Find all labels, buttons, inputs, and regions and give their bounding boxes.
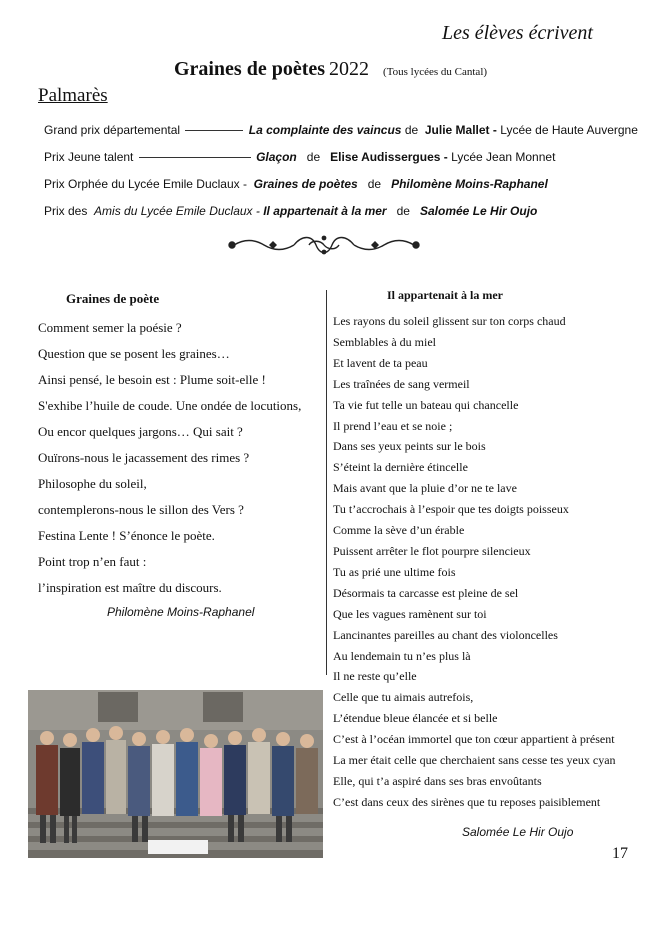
poem-line: Ou encor quelques jargons… Qui sait ? [38,424,243,439]
award-de: de [404,123,419,137]
award-work: Glaçon [256,150,297,164]
poem-line: Ta vie fut telle un bateau qui chancelle [333,397,519,412]
poem-line: S'exhibe l’huile de coude. Une ondée de locutions, [38,398,302,413]
column-divider [326,290,327,675]
award-author: Julie Mallet - [424,123,497,137]
poem-line: Tu t’accrochais à l’espoir que tes doigts poisseux [333,502,569,517]
award-prize: Prix Orphée du Lycée Emile Duclaux - [44,177,247,191]
poem-line: L’étendue bleue élancée et si belle [333,711,498,726]
page-title [0,58,661,81]
poem-line: C’est à l’océan immortel que ton cœur appartient à présent [333,732,615,747]
award-item [44,122,644,149]
poem-line: Dans ses yeux peints sur le bois [333,439,486,454]
poem-line: Il ne reste qu’elle [333,669,417,684]
poem-line: contemplerons-nous le sillon des Vers ? [38,502,244,517]
poem-title: Graines de poète [66,291,160,306]
group-photo [28,690,323,858]
award-prize: Prix Jeune talent [44,150,134,164]
poem-line: Point trop n’en faut : [38,554,147,569]
poem-line: Semblables à du miel [333,334,436,349]
award-prize: Prix des [44,204,88,218]
poem-line: Et lavent de ta peau [333,355,428,370]
poem-line: Lancinantes pareilles au chant des violoncelles [333,627,558,642]
poem-line: Philosophe du soleil, [38,476,147,491]
award-work: Il appartenait à la mer [263,204,387,218]
poem-line: l’inspiration est maître du discours. [38,580,222,595]
title-main: Graines de poètes [173,58,326,80]
award-author: Philomène Moins-Raphanel [391,177,548,191]
section-header: Les élèves écrivent [441,22,593,44]
award-de: de [396,204,410,218]
poem-line: Que les vagues ramènent sur toi [333,606,487,621]
awards-list [44,122,644,230]
poem-line: Ainsi pensé, le besoin est : Plume soit-elle ! [38,372,266,387]
award-work: La complainte des vaincus [248,123,402,137]
award-item [44,149,644,176]
ornament-divider-icon [224,232,424,258]
poem-author: Salomée Le Hir Oujo [462,825,574,839]
leader-line [185,130,243,131]
poem-line: Question que se posent les graines… [38,346,230,361]
poem-line: Désormais ta carcasse est pleine de sel [333,585,519,600]
award-school: Lycée de Haute Auvergne [500,123,638,137]
poem-line: Les rayons du soleil glissent sur ton corps chaud [333,314,566,328]
award-prize: Grand prix départemental [44,123,181,137]
award-school: Lycée Jean Monnet [451,150,556,164]
poem-line: Mais avant que la pluie d’or ne te lave [333,481,517,496]
group-photo-image-icon [28,690,323,858]
award-de: de [306,150,321,164]
poem-left [38,291,323,601]
award-prize-italic: Amis du Lycée Emile Duclaux - [94,204,260,218]
award-work: Graines de poètes [253,177,358,191]
award-author: Elise Audissergues - [330,150,448,164]
award-author: Salomée Le Hir Oujo [420,204,538,218]
award-item [44,203,644,230]
poem-line: Il prend l’eau et se noie ; [333,418,453,433]
poem-line: Festina Lente ! S’énonce le poète. [38,528,215,543]
poem-line: Comment semer la poésie ? [38,320,182,335]
poem-line: Tu as prié une ultime fois [333,564,456,579]
poem-right [333,288,643,813]
award-item [44,176,644,203]
poem-line: Puissent arrêter le flot pourpre silencieux [333,543,531,558]
poem-author: Philomène Moins-Raphanel [107,605,255,619]
award-de: de [367,177,382,191]
title-year: 2022 [329,58,370,80]
leader-line [139,157,251,158]
poem-line: Elle, qui t’a aspiré dans ses bras envoûtants [333,773,542,788]
poem-line: Les traînées de sang vermeil [333,376,470,391]
page-number: 17 [612,845,628,862]
poem-line: Comme la sève d’un érable [333,523,465,538]
title-note: (Tous lycées du Cantal) [383,66,488,78]
poem-title: Il appartenait à la mer [387,288,503,302]
poem-line: Celle que tu aimais autrefois, [333,690,474,705]
poem-line: S’éteint la dernière étincelle [333,460,468,475]
palmares-heading: Palmarès [38,85,108,106]
poem-line: La mer était celle que cherchaient sans cesse tes yeux cyan [333,753,616,768]
poem-line: C’est dans ceux des sirènes que tu reposes paisiblement [333,794,601,809]
poem-line: Ouïrons-nous le jacassement des rimes ? [38,450,250,465]
poem-line: Au lendemain tu n’es plus là [333,648,471,663]
